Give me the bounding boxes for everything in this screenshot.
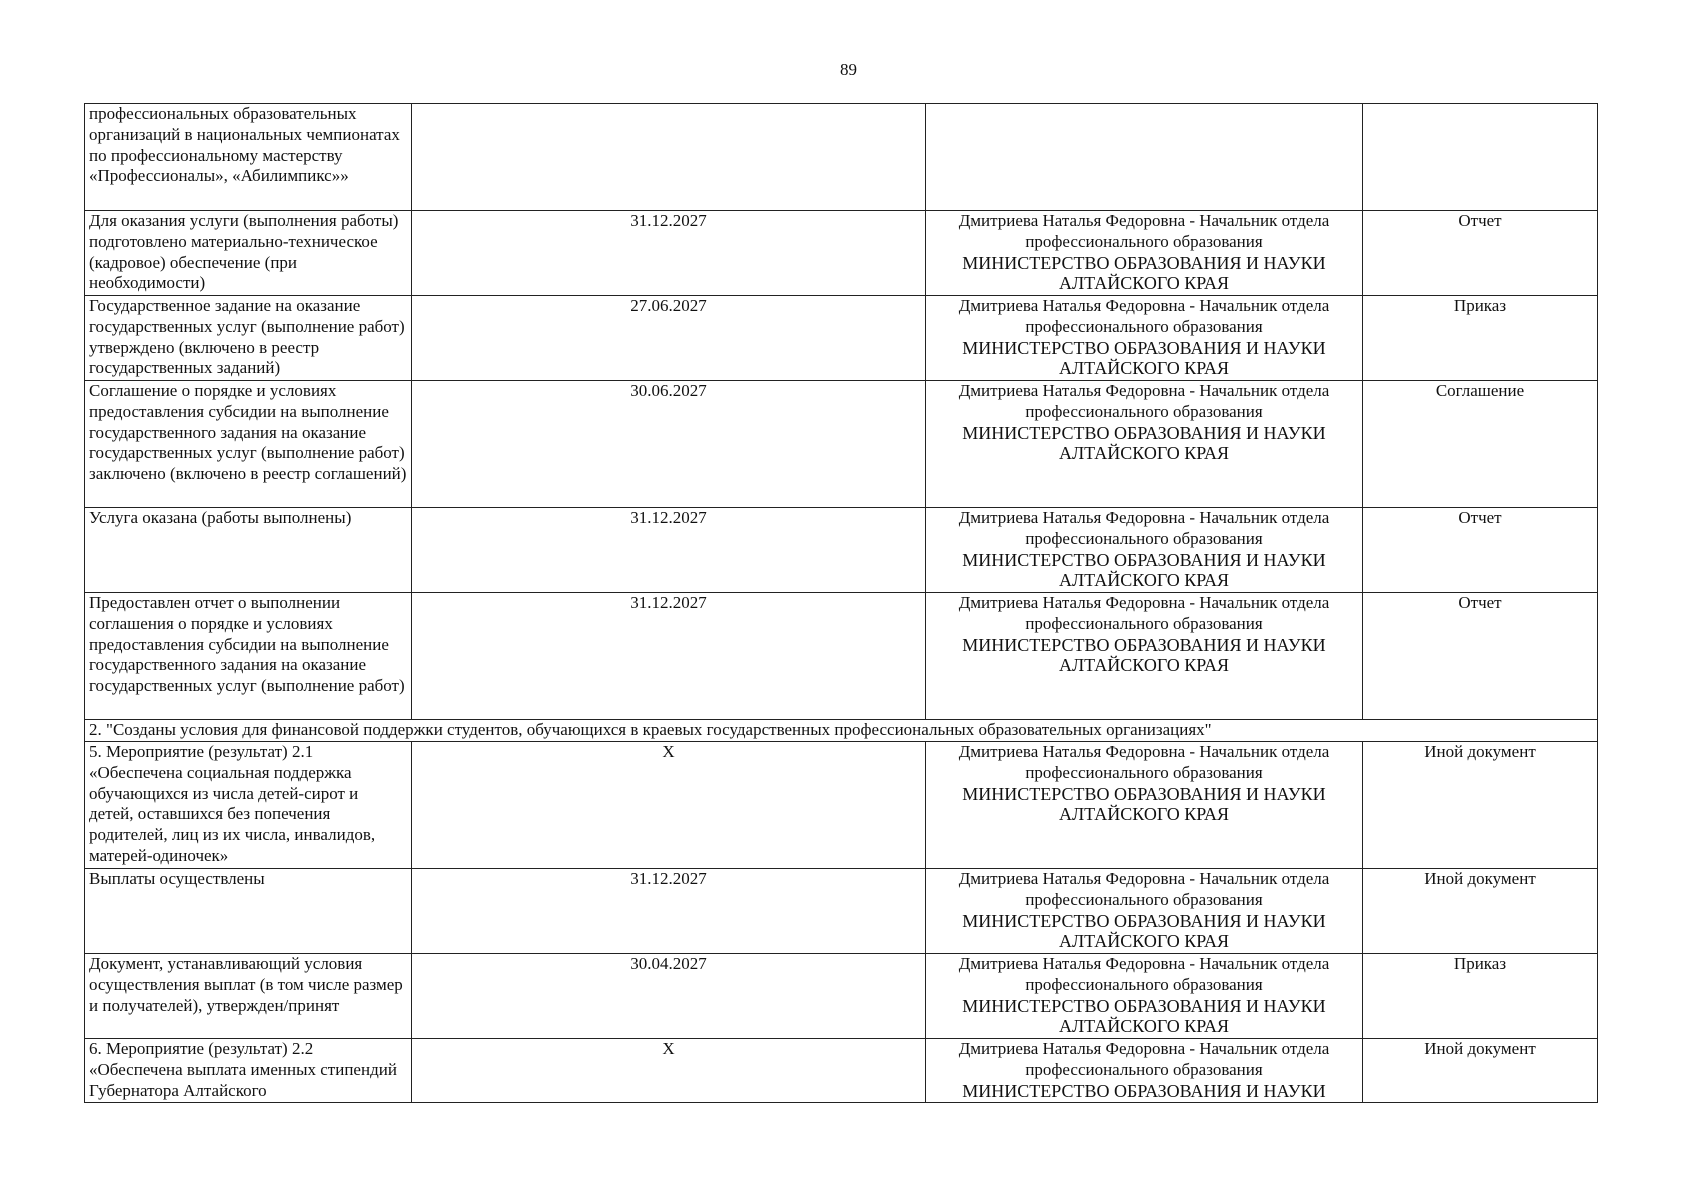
table-row bbox=[85, 296, 1598, 381]
document-type-cell: Отчет bbox=[1363, 593, 1598, 720]
responsible-department: профессионального образования bbox=[1025, 762, 1263, 782]
result-cell: Услуга оказана (работы выполнены) bbox=[85, 508, 412, 593]
table-row bbox=[85, 508, 1598, 593]
result-cell: Государственное задание на оказание государственных услуг (выполнение работ) утверждено (включено в реестр государственных заданий) bbox=[85, 296, 412, 381]
responsible-department: профессионального образования bbox=[1025, 316, 1263, 336]
responsible-department: профессионального образования bbox=[1025, 1059, 1263, 1079]
responsible-name: Дмитриева Наталья Федоровна - Начальник отдела bbox=[958, 508, 1330, 527]
responsible-organization: МИНИСТЕРСТВО ОБРАЗОВАНИЯ И НАУКИ АЛТАЙСКОГО КРАЯ bbox=[962, 910, 1326, 952]
document-type-cell: Иной документ bbox=[1363, 869, 1598, 954]
table-row bbox=[85, 742, 1598, 869]
document-type-cell: Приказ bbox=[1363, 296, 1598, 381]
responsible-name: Дмитриева Наталья Федоровна - Начальник отдела bbox=[958, 742, 1330, 761]
table-row bbox=[85, 381, 1598, 508]
document-type-cell: Отчет bbox=[1363, 508, 1598, 593]
responsible-department: профессионального образования bbox=[1025, 528, 1263, 548]
responsible-name: Дмитриева Наталья Федоровна - Начальник отдела bbox=[958, 381, 1330, 400]
result-cell: профессиональных образовательных организаций в национальных чемпионатах по профессиональному мастерству «Профессионалы», «Абилимпикс»» bbox=[85, 104, 412, 211]
responsible-department: профессионального образования bbox=[1025, 231, 1263, 251]
responsible-organization: МИНИСТЕРСТВО ОБРАЗОВАНИЯ И НАУКИ АЛТАЙСКОГО КРАЯ bbox=[962, 995, 1326, 1037]
result-cell: Документ, устанавливающий условия осуществления выплат (в том числе размер и получателей), утвержден/принят bbox=[85, 954, 412, 1039]
responsible-cell bbox=[926, 381, 1363, 508]
date-cell: 30.06.2027 bbox=[412, 381, 926, 508]
date-cell: 31.12.2027 bbox=[412, 869, 926, 954]
responsible-name: Дмитриева Наталья Федоровна - Начальник отдела bbox=[958, 869, 1330, 888]
responsible-cell bbox=[926, 211, 1363, 296]
section-heading-row bbox=[85, 720, 1598, 742]
document-type-cell: Иной документ bbox=[1363, 1039, 1598, 1103]
table-row bbox=[85, 593, 1598, 720]
responsible-cell bbox=[926, 869, 1363, 954]
table-row bbox=[85, 869, 1598, 954]
responsible-cell bbox=[926, 1039, 1363, 1103]
document-type-cell: Иной документ bbox=[1363, 742, 1598, 869]
document-type-cell: Соглашение bbox=[1363, 381, 1598, 508]
responsible-organization: МИНИСТЕРСТВО ОБРАЗОВАНИЯ И НАУКИ АЛТАЙСКОГО КРАЯ bbox=[962, 634, 1326, 676]
date-cell: 30.04.2027 bbox=[412, 954, 926, 1039]
date-cell: X bbox=[412, 1039, 926, 1103]
responsible-organization: МИНИСТЕРСТВО ОБРАЗОВАНИЯ И НАУКИ АЛТАЙСКОГО КРАЯ bbox=[962, 783, 1326, 825]
table-row bbox=[85, 211, 1598, 296]
date-cell bbox=[412, 104, 926, 211]
responsible-name: Дмитриева Наталья Федоровна - Начальник отдела bbox=[958, 211, 1330, 230]
responsible-department: профессионального образования bbox=[1025, 401, 1263, 421]
responsible-name: Дмитриева Наталья Федоровна - Начальник отдела bbox=[958, 593, 1330, 612]
responsible-organization: МИНИСТЕРСТВО ОБРАЗОВАНИЯ И НАУКИ bbox=[962, 1080, 1326, 1101]
result-cell: Для оказания услуги (выполнения работы) подготовлено материально-техническое (кадровое) обеспечение (при необходимости) bbox=[85, 211, 412, 296]
responsible-cell bbox=[926, 296, 1363, 381]
responsible-cell bbox=[926, 508, 1363, 593]
responsible-organization: МИНИСТЕРСТВО ОБРАЗОВАНИЯ И НАУКИ АЛТАЙСКОГО КРАЯ bbox=[962, 337, 1326, 379]
document-type-cell: Отчет bbox=[1363, 211, 1598, 296]
table-row bbox=[85, 104, 1598, 211]
responsible-cell bbox=[926, 593, 1363, 720]
date-cell: X bbox=[412, 742, 926, 869]
responsible-organization: МИНИСТЕРСТВО ОБРАЗОВАНИЯ И НАУКИ АЛТАЙСКОГО КРАЯ bbox=[962, 252, 1326, 294]
date-cell: 31.12.2027 bbox=[412, 593, 926, 720]
responsible-department: профессионального образования bbox=[1025, 613, 1263, 633]
result-cell: Соглашение о порядке и условиях предоставления субсидии на выполнение государственного задания на оказание государственных услуг (выполнение работ) заключено (включено в реестр соглашений) bbox=[85, 381, 412, 508]
date-cell: 27.06.2027 bbox=[412, 296, 926, 381]
responsible-name: Дмитриева Наталья Федоровна - Начальник отдела bbox=[958, 954, 1330, 973]
result-cell: 5. Мероприятие (результат) 2.1 «Обеспечена социальная поддержка обучающихся из числа детей-сирот и детей, оставшихся без попечения родителей, лиц из их числа, инвалидов, матерей-одиночек» bbox=[85, 742, 412, 869]
responsible-organization: МИНИСТЕРСТВО ОБРАЗОВАНИЯ И НАУКИ АЛТАЙСКОГО КРАЯ bbox=[962, 422, 1326, 464]
table-row bbox=[85, 1039, 1598, 1103]
result-cell: Выплаты осуществлены bbox=[85, 869, 412, 954]
responsible-organization: МИНИСТЕРСТВО ОБРАЗОВАНИЯ И НАУКИ АЛТАЙСКОГО КРАЯ bbox=[962, 549, 1326, 591]
responsible-cell bbox=[926, 954, 1363, 1039]
responsible-cell bbox=[926, 104, 1363, 211]
document-type-cell: Приказ bbox=[1363, 954, 1598, 1039]
responsible-department: профессионального образования bbox=[1025, 889, 1263, 909]
table-row bbox=[85, 954, 1598, 1039]
date-cell: 31.12.2027 bbox=[412, 508, 926, 593]
plan-table bbox=[84, 103, 1598, 1103]
document-type-cell bbox=[1363, 104, 1598, 211]
section-heading: 2. "Созданы условия для финансовой поддержки студентов, обучающихся в краевых государственных профессиональных образовательных организациях" bbox=[85, 720, 1598, 742]
responsible-department: профессионального образования bbox=[1025, 974, 1263, 994]
responsible-name: Дмитриева Наталья Федоровна - Начальник отдела bbox=[958, 296, 1330, 315]
responsible-name: Дмитриева Наталья Федоровна - Начальник отдела bbox=[958, 1039, 1330, 1058]
result-cell: 6. Мероприятие (результат) 2.2 «Обеспечена выплата именных стипендий Губернатора Алтайского bbox=[85, 1039, 412, 1103]
result-cell: Предоставлен отчет о выполнении соглашения о порядке и условиях предоставления субсидии на выполнение государственного задания на оказание государственных услуг (выполнение работ) bbox=[85, 593, 412, 720]
responsible-cell bbox=[926, 742, 1363, 869]
page-number: 89 bbox=[840, 60, 857, 79]
date-cell: 31.12.2027 bbox=[412, 211, 926, 296]
